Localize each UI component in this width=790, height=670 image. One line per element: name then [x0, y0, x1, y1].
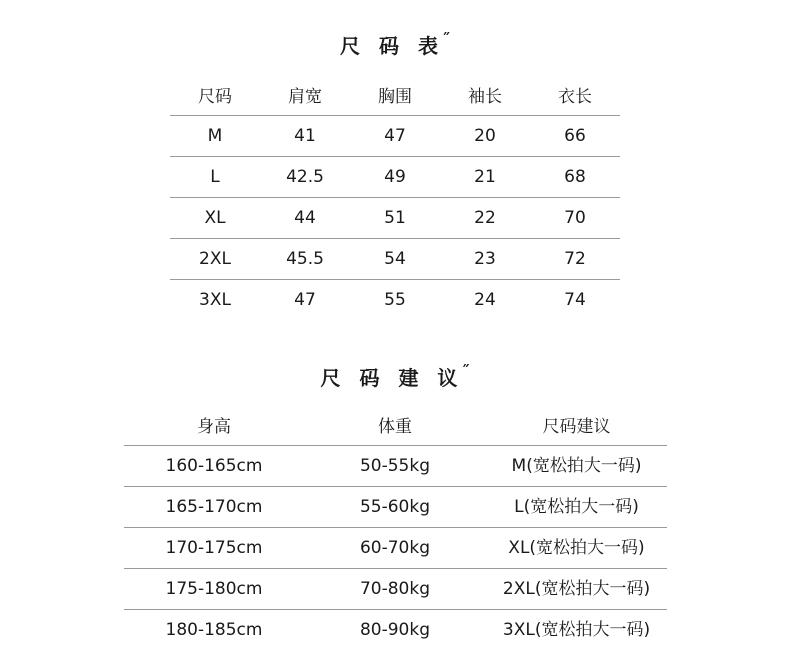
cell-length: 70 [564, 208, 586, 228]
cell-size: M [207, 126, 223, 146]
cell-length: 68 [564, 167, 586, 187]
cell-chest: 54 [384, 249, 406, 269]
cell-chest: 49 [384, 167, 406, 187]
header-recommended-size: 尺码建议 [542, 417, 611, 437]
table-row [124, 568, 667, 609]
size-advice-header-row [124, 412, 667, 442]
cell-size: 2XL [199, 249, 231, 269]
cell-recommended-size: L(宽松拍大一码) [514, 497, 639, 517]
table-row [124, 486, 667, 527]
cell-recommended-size: 2XL(宽松拍大一码) [502, 579, 651, 599]
size-chart-header-row [170, 84, 620, 110]
cell-sleeve: 21 [474, 167, 496, 187]
cell-sleeve: 24 [474, 290, 496, 310]
cell-weight: 60-70kg [359, 538, 431, 558]
table-row [124, 609, 667, 650]
cell-size: L [210, 167, 220, 187]
cell-size: XL [204, 208, 226, 228]
cell-weight: 55-60kg [359, 497, 431, 517]
cell-shoulder: 44 [294, 208, 316, 228]
cell-height: 180-185cm [165, 620, 263, 640]
cell-height: 160-165cm [165, 456, 263, 476]
header-weight: 体重 [378, 417, 412, 437]
cell-chest: 55 [384, 290, 406, 310]
size-advice-title [0, 362, 790, 391]
cell-shoulder: 47 [294, 290, 316, 310]
header-shoulder: 肩宽 [288, 87, 322, 107]
cell-weight: 70-80kg [359, 579, 431, 599]
size-chart-title [0, 30, 790, 59]
cell-recommended-size: 3XL(宽松拍大一码) [502, 620, 651, 640]
cell-height: 170-175cm [165, 538, 263, 558]
cell-length: 66 [564, 126, 586, 146]
table-row [170, 238, 620, 279]
table-row [170, 197, 620, 238]
header-sleeve: 袖长 [468, 87, 502, 107]
table-row [170, 156, 620, 197]
title-tick-mark: ˝ [461, 362, 470, 381]
cell-recommended-size: XL(宽松拍大一码) [508, 538, 645, 558]
cell-size: 3XL [199, 290, 231, 310]
header-chest: 胸围 [378, 87, 412, 107]
cell-sleeve: 22 [474, 208, 496, 228]
title-tick-mark: ˝ [441, 30, 450, 49]
cell-height: 165-170cm [165, 497, 263, 517]
cell-length: 72 [564, 249, 586, 269]
cell-chest: 47 [384, 126, 406, 146]
cell-sleeve: 23 [474, 249, 496, 269]
size-chart-title-text: 尺 码 表 [340, 34, 444, 58]
cell-recommended-size: M(宽松拍大一码) [511, 456, 642, 476]
header-length: 衣长 [558, 87, 592, 107]
cell-chest: 51 [384, 208, 406, 228]
table-row [170, 279, 620, 320]
cell-shoulder: 42.5 [286, 167, 324, 187]
cell-weight: 80-90kg [359, 620, 431, 640]
size-advice-title-text: 尺 码 建 议 [320, 366, 464, 390]
header-height: 身高 [197, 417, 231, 437]
cell-length: 74 [564, 290, 586, 310]
cell-sleeve: 20 [474, 126, 496, 146]
table-row [170, 115, 620, 156]
header-size: 尺码 [198, 87, 232, 107]
cell-weight: 50-55kg [359, 456, 431, 476]
cell-height: 175-180cm [165, 579, 263, 599]
cell-shoulder: 41 [294, 126, 316, 146]
cell-shoulder: 45.5 [286, 249, 324, 269]
table-row [124, 445, 667, 486]
table-row [124, 527, 667, 568]
